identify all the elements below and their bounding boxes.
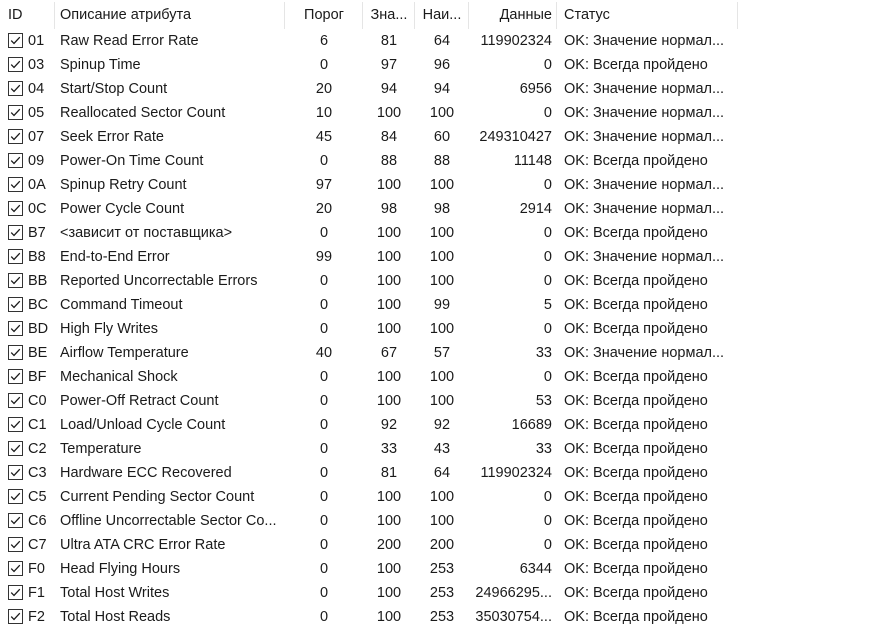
attribute-id: C3 <box>28 465 47 481</box>
column-header-status[interactable]: Статус <box>564 7 610 23</box>
attribute-worst: 43 <box>433 441 451 457</box>
attribute-id: BF <box>28 369 47 385</box>
attribute-name: End-to-End Error <box>60 249 170 265</box>
checkmark-icon <box>9 58 22 71</box>
table-row[interactable] <box>0 269 891 293</box>
checkmark-icon <box>9 490 22 503</box>
checkmark-icon <box>9 394 22 407</box>
row-checkbox[interactable] <box>8 489 23 504</box>
attribute-threshold: 10 <box>315 105 333 121</box>
table-row[interactable] <box>0 581 891 605</box>
table-row[interactable] <box>0 389 891 413</box>
attribute-value: 200 <box>376 537 402 553</box>
attribute-worst: 92 <box>433 417 451 433</box>
attribute-threshold: 0 <box>319 57 329 73</box>
row-checkbox[interactable] <box>8 105 23 120</box>
table-row[interactable] <box>0 77 891 101</box>
attribute-value: 98 <box>380 201 398 217</box>
attribute-worst: 64 <box>433 33 451 49</box>
attribute-threshold: 0 <box>319 153 329 169</box>
attribute-worst: 100 <box>429 369 455 385</box>
column-separator[interactable] <box>362 2 363 29</box>
checkmark-icon <box>9 298 22 311</box>
attribute-raw-data: 0 <box>543 105 552 121</box>
attribute-value: 100 <box>376 177 402 193</box>
attribute-worst: 100 <box>429 393 455 409</box>
checkmark-icon <box>9 202 22 215</box>
attribute-status: OK: Значение нормал... <box>564 177 725 193</box>
attribute-value: 100 <box>376 369 402 385</box>
attribute-raw-data: 0 <box>543 225 552 241</box>
attribute-id: F2 <box>28 609 45 625</box>
attribute-threshold: 6 <box>319 33 329 49</box>
attribute-name: Airflow Temperature <box>60 345 189 361</box>
attribute-raw-data: 0 <box>543 57 552 73</box>
checkmark-icon <box>9 514 22 527</box>
attribute-id: C0 <box>28 393 47 409</box>
row-checkbox[interactable] <box>8 273 23 288</box>
checkmark-icon <box>9 274 22 287</box>
attribute-status: OK: Значение нормал... <box>564 129 725 145</box>
attribute-raw-data: 24966295... <box>475 585 552 601</box>
attribute-value: 100 <box>376 489 402 505</box>
attribute-value: 67 <box>380 345 398 361</box>
attribute-id: 04 <box>28 81 45 97</box>
attribute-worst: 64 <box>433 465 451 481</box>
row-checkbox[interactable] <box>8 537 23 552</box>
attribute-worst: 100 <box>429 489 455 505</box>
checkmark-icon <box>9 250 22 263</box>
attribute-raw-data: 0 <box>543 177 552 193</box>
column-separator[interactable] <box>468 2 469 29</box>
attribute-id: 03 <box>28 57 45 73</box>
attribute-raw-data: 0 <box>543 489 552 505</box>
attribute-worst: 57 <box>433 345 451 361</box>
attribute-threshold: 0 <box>319 321 329 337</box>
attribute-threshold: 0 <box>319 297 329 313</box>
attribute-id: C2 <box>28 441 47 457</box>
table-row[interactable] <box>0 29 891 53</box>
table-row[interactable] <box>0 125 891 149</box>
attribute-value: 100 <box>376 513 402 529</box>
attribute-worst: 60 <box>433 129 451 145</box>
attribute-id: BD <box>28 321 49 337</box>
attribute-name: Head Flying Hours <box>60 561 181 577</box>
attribute-value: 100 <box>376 561 402 577</box>
column-header-threshold[interactable]: Порог <box>304 7 344 23</box>
table-row[interactable] <box>0 437 891 461</box>
attribute-threshold: 99 <box>315 249 333 265</box>
attribute-raw-data: 16689 <box>511 417 552 433</box>
checkmark-icon <box>9 586 22 599</box>
table-row[interactable] <box>0 509 891 533</box>
attribute-raw-data: 35030754... <box>475 609 552 625</box>
attribute-name: Temperature <box>60 441 142 457</box>
attribute-value: 94 <box>380 81 398 97</box>
checkmark-icon <box>9 226 22 239</box>
checkmark-icon <box>9 178 22 191</box>
checkmark-icon <box>9 610 22 623</box>
attribute-name: Power-On Time Count <box>60 153 204 169</box>
row-checkbox[interactable] <box>8 33 23 48</box>
table-row[interactable] <box>0 341 891 365</box>
attribute-threshold: 40 <box>315 345 333 361</box>
attribute-status: OK: Всегда пройдено <box>564 585 708 601</box>
checkmark-icon <box>9 322 22 335</box>
attribute-status: OK: Значение нормал... <box>564 249 725 265</box>
attribute-status: OK: Всегда пройдено <box>564 561 708 577</box>
attribute-threshold: 0 <box>319 489 329 505</box>
column-header-id[interactable]: ID <box>8 7 23 23</box>
table-row[interactable] <box>0 533 891 557</box>
checkmark-icon <box>9 106 22 119</box>
attribute-status: OK: Всегда пройдено <box>564 537 708 553</box>
checkmark-icon <box>9 154 22 167</box>
table-row[interactable] <box>0 557 891 581</box>
attribute-status: OK: Всегда пройдено <box>564 369 708 385</box>
attribute-threshold: 0 <box>319 513 329 529</box>
attribute-value: 33 <box>380 441 398 457</box>
attribute-threshold: 97 <box>315 177 333 193</box>
attribute-id: C7 <box>28 537 47 553</box>
attribute-name: Offline Uncorrectable Sector Co... <box>60 513 277 529</box>
attribute-raw-data: 53 <box>535 393 552 409</box>
attribute-status: OK: Всегда пройдено <box>564 321 708 337</box>
attribute-value: 100 <box>376 609 402 625</box>
attribute-id: B8 <box>28 249 46 265</box>
attribute-raw-data: 0 <box>543 321 552 337</box>
attribute-value: 81 <box>380 465 398 481</box>
attribute-status: OK: Всегда пройдено <box>564 393 708 409</box>
attribute-status: OK: Значение нормал... <box>564 33 725 49</box>
table-row[interactable] <box>0 101 891 125</box>
attribute-name: Spinup Time <box>60 57 141 73</box>
row-checkbox[interactable] <box>8 465 23 480</box>
attribute-name: Power-Off Retract Count <box>60 393 219 409</box>
attribute-name: Total Host Writes <box>60 585 170 601</box>
row-checkbox[interactable] <box>8 321 23 336</box>
attribute-value: 100 <box>376 249 402 265</box>
attribute-status: OK: Значение нормал... <box>564 345 725 361</box>
attribute-value: 100 <box>376 297 402 313</box>
attribute-threshold: 0 <box>319 537 329 553</box>
attribute-name: <зависит от поставщика> <box>60 225 233 241</box>
table-row[interactable] <box>0 485 891 509</box>
attribute-raw-data: 6956 <box>519 81 552 97</box>
row-checkbox[interactable] <box>8 609 23 624</box>
attribute-id: 07 <box>28 129 45 145</box>
attribute-value: 97 <box>380 57 398 73</box>
checkmark-icon <box>9 130 22 143</box>
attribute-id: C1 <box>28 417 47 433</box>
row-checkbox[interactable] <box>8 57 23 72</box>
attribute-raw-data: 249310427 <box>479 129 552 145</box>
table-row[interactable] <box>0 461 891 485</box>
attribute-name: Current Pending Sector Count <box>60 489 255 505</box>
attribute-raw-data: 5 <box>543 297 552 313</box>
attribute-id: 05 <box>28 105 45 121</box>
attribute-name: Ultra ATA CRC Error Rate <box>60 537 226 553</box>
attribute-id: 0C <box>28 201 47 217</box>
row-checkbox[interactable] <box>8 345 23 360</box>
attribute-status: OK: Всегда пройдено <box>564 225 708 241</box>
attribute-threshold: 0 <box>319 417 329 433</box>
attribute-worst: 253 <box>429 561 455 577</box>
column-header-raw[interactable]: Данные <box>499 7 552 23</box>
attribute-raw-data: 0 <box>543 273 552 289</box>
checkmark-icon <box>9 82 22 95</box>
attribute-id: F0 <box>28 561 45 577</box>
attribute-status: OK: Всегда пройдено <box>564 489 708 505</box>
attribute-status: OK: Всегда пройдено <box>564 297 708 313</box>
attribute-worst: 100 <box>429 513 455 529</box>
attribute-id: 01 <box>28 33 45 49</box>
attribute-name: Mechanical Shock <box>60 369 178 385</box>
attribute-raw-data: 6344 <box>519 561 552 577</box>
checkmark-icon <box>9 562 22 575</box>
attribute-raw-data: 2914 <box>519 201 552 217</box>
attribute-worst: 253 <box>429 609 455 625</box>
row-checkbox[interactable] <box>8 393 23 408</box>
attribute-raw-data: 0 <box>543 369 552 385</box>
row-checkbox[interactable] <box>8 249 23 264</box>
attribute-status: OK: Значение нормал... <box>564 105 725 121</box>
attribute-worst: 100 <box>429 105 455 121</box>
attribute-threshold: 0 <box>319 225 329 241</box>
attribute-value: 100 <box>376 105 402 121</box>
attribute-name: Seek Error Rate <box>60 129 164 145</box>
attribute-threshold: 20 <box>315 201 333 217</box>
table-row[interactable] <box>0 173 891 197</box>
checkmark-icon <box>9 370 22 383</box>
table-row[interactable] <box>0 317 891 341</box>
attribute-value: 88 <box>380 153 398 169</box>
column-separator[interactable] <box>556 2 557 29</box>
attribute-threshold: 0 <box>319 273 329 289</box>
attribute-value: 84 <box>380 129 398 145</box>
attribute-status: OK: Значение нормал... <box>564 201 725 217</box>
attribute-threshold: 45 <box>315 129 333 145</box>
attribute-value: 100 <box>376 273 402 289</box>
table-row[interactable] <box>0 245 891 269</box>
checkmark-icon <box>9 466 22 479</box>
attribute-raw-data: 11148 <box>513 153 552 169</box>
checkmark-icon <box>9 442 22 455</box>
attribute-worst: 100 <box>429 177 455 193</box>
row-checkbox[interactable] <box>8 441 23 456</box>
attribute-raw-data: 119902324 <box>480 465 552 481</box>
checkmark-icon <box>9 538 22 551</box>
attribute-threshold: 0 <box>319 441 329 457</box>
attribute-name: Reported Uncorrectable Errors <box>60 273 258 289</box>
attribute-rows <box>0 29 891 629</box>
row-checkbox[interactable] <box>8 153 23 168</box>
column-separator[interactable] <box>737 2 738 29</box>
attribute-worst: 88 <box>433 153 451 169</box>
table-row[interactable] <box>0 221 891 245</box>
attribute-threshold: 0 <box>319 465 329 481</box>
attribute-status: OK: Всегда пройдено <box>564 57 708 73</box>
table-row[interactable] <box>0 605 891 629</box>
row-checkbox[interactable] <box>8 81 23 96</box>
attribute-threshold: 0 <box>319 393 329 409</box>
attribute-id: BB <box>28 273 48 289</box>
attribute-id: C5 <box>28 489 47 505</box>
attribute-worst: 96 <box>433 57 451 73</box>
table-row[interactable] <box>0 197 891 221</box>
attribute-status: OK: Всегда пройдено <box>564 609 708 625</box>
attribute-value: 100 <box>376 225 402 241</box>
row-checkbox[interactable] <box>8 177 23 192</box>
checkmark-icon <box>9 418 22 431</box>
row-checkbox[interactable] <box>8 297 23 312</box>
row-checkbox[interactable] <box>8 369 23 384</box>
attribute-raw-data: 33 <box>535 441 552 457</box>
checkmark-icon <box>9 34 22 47</box>
attribute-name: Raw Read Error Rate <box>60 33 199 49</box>
row-checkbox[interactable] <box>8 201 23 216</box>
attribute-worst: 98 <box>433 201 451 217</box>
attribute-name: Total Host Reads <box>60 609 171 625</box>
attribute-worst: 99 <box>433 297 451 313</box>
attribute-id: 09 <box>28 153 45 169</box>
row-checkbox[interactable] <box>8 585 23 600</box>
attribute-threshold: 0 <box>319 369 329 385</box>
column-header-worst[interactable]: Наи... <box>422 7 462 23</box>
attribute-name: Spinup Retry Count <box>60 177 187 193</box>
attribute-status: OK: Значение нормал... <box>564 81 725 97</box>
column-header-name[interactable]: Описание атрибута <box>60 7 192 23</box>
row-checkbox[interactable] <box>8 225 23 240</box>
checkmark-icon <box>9 346 22 359</box>
attribute-value: 81 <box>380 33 398 49</box>
row-checkbox[interactable] <box>8 417 23 432</box>
table-row[interactable] <box>0 365 891 389</box>
row-checkbox[interactable] <box>8 129 23 144</box>
attribute-status: OK: Всегда пройдено <box>564 273 708 289</box>
attribute-id: 0A <box>28 177 46 193</box>
attribute-worst: 100 <box>429 225 455 241</box>
attribute-status: OK: Всегда пройдено <box>564 153 708 169</box>
attribute-name: Load/Unload Cycle Count <box>60 417 226 433</box>
attribute-worst: 100 <box>429 273 455 289</box>
attribute-raw-data: 0 <box>543 249 552 265</box>
attribute-name: High Fly Writes <box>60 321 159 337</box>
column-separator[interactable] <box>54 2 55 29</box>
attribute-id: B7 <box>28 225 46 241</box>
attribute-worst: 100 <box>429 321 455 337</box>
attribute-status: OK: Всегда пройдено <box>564 417 708 433</box>
attribute-threshold: 0 <box>319 585 329 601</box>
attribute-value: 100 <box>376 585 402 601</box>
column-separator[interactable] <box>284 2 285 29</box>
attribute-name: Hardware ECC Recovered <box>60 465 232 481</box>
attribute-name: Command Timeout <box>60 297 183 313</box>
attribute-status: OK: Всегда пройдено <box>564 465 708 481</box>
attribute-status: OK: Всегда пройдено <box>564 513 708 529</box>
attribute-raw-data: 33 <box>535 345 552 361</box>
attribute-id: C6 <box>28 513 47 529</box>
attribute-worst: 94 <box>433 81 451 97</box>
attribute-value: 100 <box>376 393 402 409</box>
attribute-raw-data: 0 <box>543 513 552 529</box>
row-checkbox[interactable] <box>8 561 23 576</box>
column-header-value[interactable]: Зна... <box>370 7 408 23</box>
attribute-id: BC <box>28 297 49 313</box>
attribute-name: Reallocated Sector Count <box>60 105 226 121</box>
attribute-raw-data: 0 <box>543 537 552 553</box>
attribute-id: F1 <box>28 585 45 601</box>
list-header <box>0 0 891 29</box>
attribute-worst: 100 <box>429 249 455 265</box>
attribute-threshold: 20 <box>315 81 333 97</box>
attribute-id: BE <box>28 345 48 361</box>
attribute-threshold: 0 <box>319 609 329 625</box>
attribute-threshold: 0 <box>319 561 329 577</box>
attribute-name: Start/Stop Count <box>60 81 168 97</box>
attribute-raw-data: 119902324 <box>480 33 552 49</box>
attribute-value: 92 <box>380 417 398 433</box>
attribute-worst: 253 <box>429 585 455 601</box>
row-checkbox[interactable] <box>8 513 23 528</box>
attribute-name: Power Cycle Count <box>60 201 185 217</box>
attribute-value: 100 <box>376 321 402 337</box>
table-row[interactable] <box>0 413 891 437</box>
attribute-worst: 200 <box>429 537 455 553</box>
table-row[interactable] <box>0 293 891 317</box>
column-separator[interactable] <box>414 2 415 29</box>
table-row[interactable] <box>0 53 891 77</box>
attribute-status: OK: Всегда пройдено <box>564 441 708 457</box>
table-row[interactable] <box>0 149 891 173</box>
